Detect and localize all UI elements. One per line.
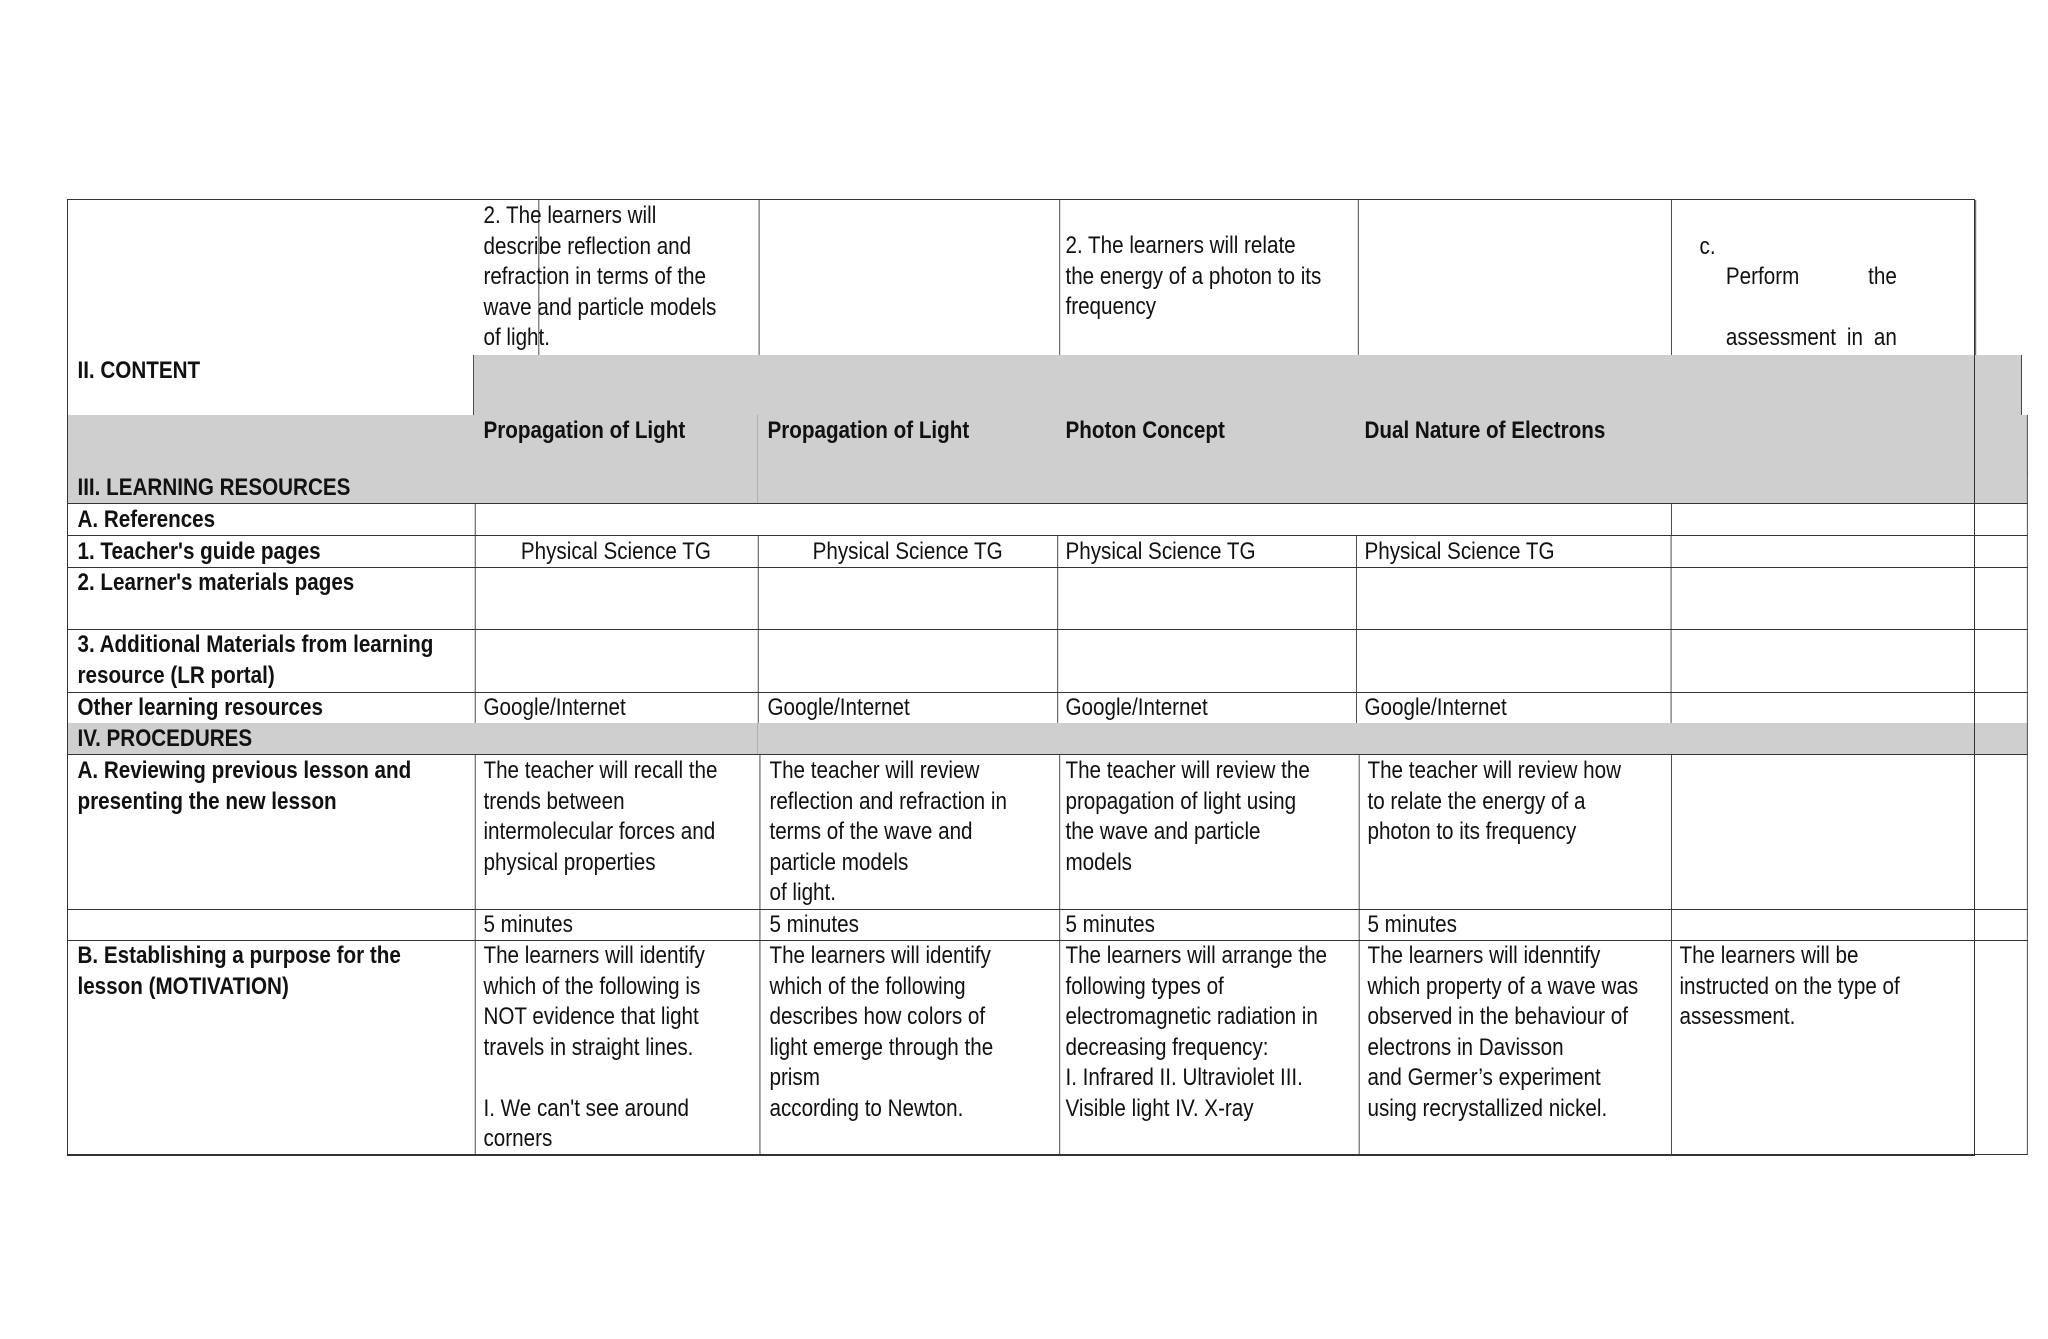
additional-cell — [758, 629, 1058, 693]
lm-cell — [474, 567, 759, 630]
objective-line: assessment in an — [1725, 324, 1897, 351]
time-cell: 5 minutes — [1056, 909, 1360, 941]
motivation-cell: The learners will be instructed on the type of assessment. — [1670, 940, 2028, 1155]
other-cell: Google/Internet — [1355, 692, 1671, 724]
tg-cell: Physical Science TG — [1056, 536, 1357, 568]
additional-cell — [1056, 629, 1357, 693]
time-cell: 5 minutes — [1358, 909, 1672, 941]
lm-cell — [1355, 567, 1671, 630]
lm-label: 2. Learner's materials pages — [68, 567, 476, 630]
other-cell: Google/Internet — [758, 692, 1058, 724]
resources-heading-fill — [758, 472, 1058, 504]
content-heading-fill — [474, 355, 2022, 416]
procedures-heading: IV. PROCEDURES — [68, 723, 476, 755]
other-cell — [1670, 692, 2028, 724]
procedures-heading-fill — [474, 723, 759, 755]
resources-heading: III. LEARNING RESOURCES — [68, 472, 476, 504]
procedures-heading-fill — [1670, 723, 2028, 755]
time-cell: 5 minutes — [760, 909, 1060, 941]
lm-cell — [758, 567, 1058, 630]
tg-cell: Physical Science TG — [474, 536, 759, 568]
topic-cell: Photon Concept — [1056, 415, 1357, 473]
additional-cell — [1670, 629, 2028, 693]
lm-cell — [1670, 567, 2028, 630]
tg-label: 1. Teacher's guide pages — [68, 536, 476, 568]
additional-cell — [474, 629, 759, 693]
content-heading: II. CONTENT — [68, 355, 474, 416]
references-cell — [474, 504, 1672, 536]
review-cell: The teacher will review how to relate the energy of a photon to its frequency — [1358, 755, 1672, 910]
topic-cell — [1670, 415, 2028, 473]
topic-cell: Dual Nature of Electrons — [1355, 415, 1671, 473]
procedures-heading-fill — [1056, 723, 1357, 755]
time-cell — [1670, 909, 2028, 941]
objective-cell: 2. The learners will relate the energy of a photon to its frequency — [1056, 200, 1359, 356]
time-cell: 5 minutes — [474, 909, 760, 941]
additional-cell — [1355, 629, 1671, 693]
review-cell — [1670, 755, 2028, 910]
review-cell: The teacher will review reflection and refraction in terms of the wave and particle models of light. — [760, 755, 1060, 910]
other-label: Other learning resources — [68, 692, 476, 724]
motivation-cell: The learners will arrange the following types of electromagnetic radiation in decreasing frequency: I. Infrared II. Ultraviolet III. Visible light IV. X-ray — [1056, 940, 1360, 1155]
other-cell: Google/Internet — [474, 692, 759, 724]
review-cell: The teacher will review the propagation of light using the wave and particle models — [1056, 755, 1360, 910]
procedures-heading-fill — [1355, 723, 1671, 755]
objective-cell — [1358, 200, 1672, 356]
motivation-cell: The learners will identify which of the following describes how colors of light emerge through the prism according to Newton. — [760, 940, 1060, 1155]
procedures-heading-fill — [758, 723, 1058, 755]
topic-cell: Propagation of Light — [474, 415, 759, 473]
topic-label-cell — [68, 415, 476, 473]
resources-heading-fill — [1056, 472, 1357, 504]
lm-cell — [1056, 567, 1357, 630]
objective-line: Perform the — [1725, 263, 1897, 290]
objective-label-cell — [68, 200, 539, 356]
resources-heading-fill — [474, 472, 759, 504]
other-cell: Google/Internet — [1056, 692, 1357, 724]
list-marker: c. — [1699, 232, 1716, 260]
objective-cell: 2. The learners will describe reflection and refraction in terms of the wave and particle models of light. — [474, 200, 760, 356]
time-label-cell — [68, 909, 476, 941]
review-label: A. Reviewing previous lesson and presenting the new lesson — [68, 755, 476, 910]
objective-cell — [760, 200, 1060, 356]
additional-label: 3. Additional Materials from learning resource (LR portal) — [68, 629, 476, 693]
resources-heading-fill — [1670, 472, 2028, 504]
tg-cell: Physical Science TG — [1355, 536, 1671, 568]
motivation-cell: The learners will identify which of the following is NOT evidence that light travels in straight lines. I. We can't see around corners — [474, 940, 760, 1155]
references-cell — [1670, 504, 2028, 536]
motivation-cell: The learners will idenntify which property of a wave was observed in the behaviour of electrons in Davisson and Germer’s experiment using recrystallized nickel. — [1358, 940, 1672, 1155]
objective-cell — [1670, 200, 1976, 356]
topic-cell: Propagation of Light — [758, 415, 1058, 473]
review-cell: The teacher will recall the trends between intermolecular forces and physical properties — [474, 755, 760, 910]
motivation-label: B. Establishing a purpose for the lesson (MOTIVATION) — [68, 940, 476, 1155]
references-label: A. References — [68, 504, 476, 536]
tg-cell — [1670, 536, 2028, 568]
resources-heading-fill — [1355, 472, 1671, 504]
tg-cell: Physical Science TG — [758, 536, 1058, 568]
